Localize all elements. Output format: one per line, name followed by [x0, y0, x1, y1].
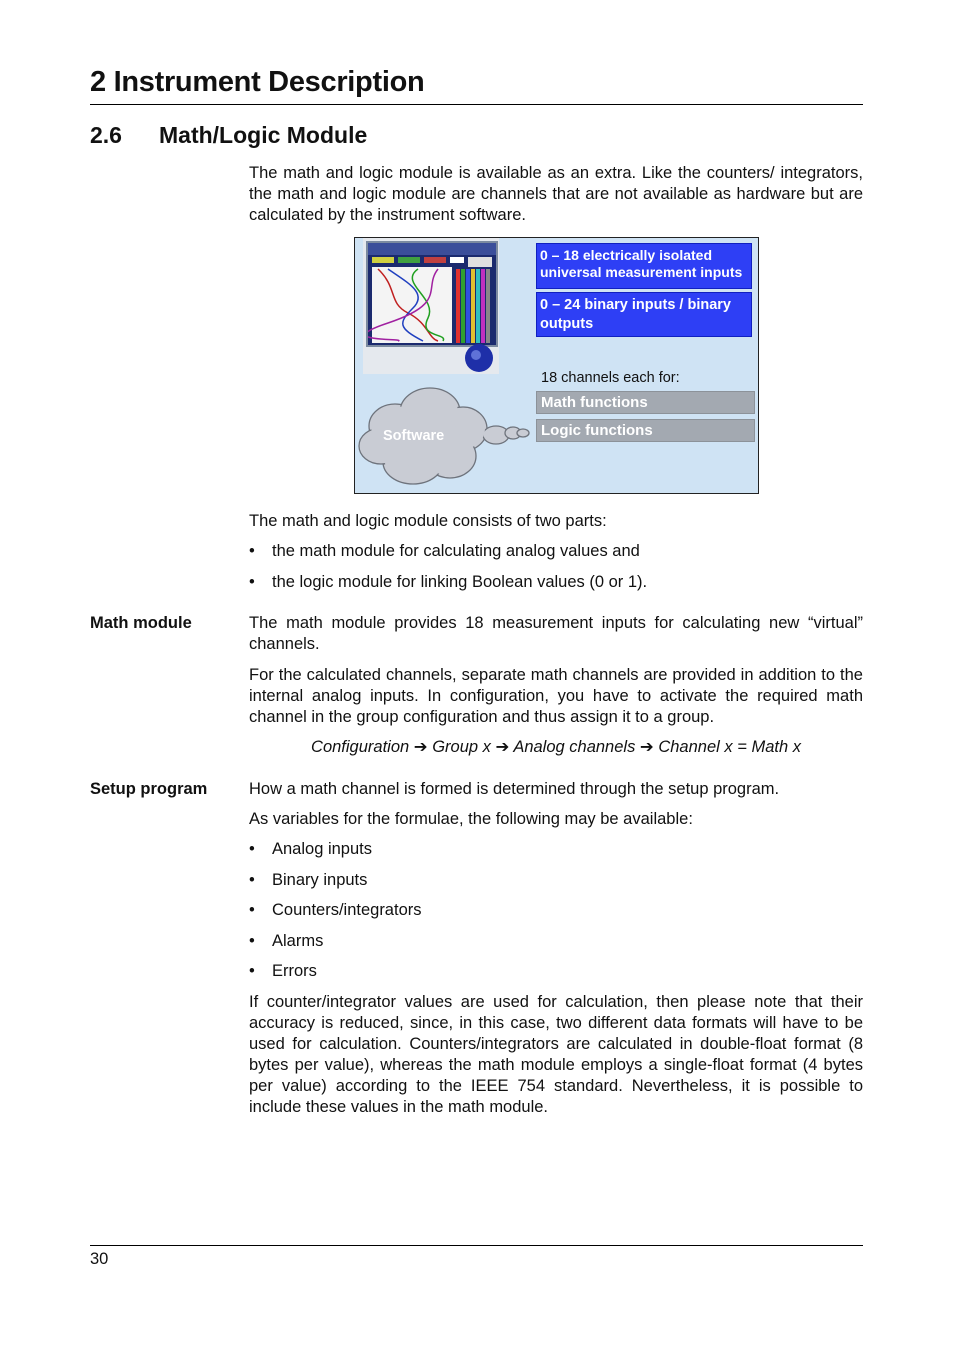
control-knob-icon — [459, 340, 497, 374]
module-figure — [354, 237, 759, 494]
list-item: • the logic module for linking Boolean values (0 or 1). — [249, 573, 648, 591]
math-functions-box: Math functions — [536, 391, 755, 414]
configuration-path: Configuration ➔ Group x ➔ Analog channels ➔ Channel x = Math x — [311, 738, 801, 756]
intro-paragraph: The math and logic module is available as an extra. Like the counters/ integrators, the math and logic module are channels that are not available as hardware but are calculated by the instrument software. — [249, 164, 863, 224]
footer-rule — [90, 1245, 863, 1246]
setup-program-paragraph-1: How a math channel is formed is determined through the setup program. — [249, 780, 780, 798]
setup-program-paragraph-2: As variables for the formulae, the following may be available: — [249, 810, 693, 828]
parts-intro: The math and logic module consists of two parts: — [249, 512, 607, 530]
math-module-paragraph-2: For the calculated channels, separate math channels are provided in addition to the internal analog inputs. In configuration, you have to activate the required math channel in the group configuration and thus assign it to a group. — [249, 666, 863, 726]
header-rule — [90, 104, 863, 105]
device-screen — [366, 241, 498, 347]
list-item: • the math module for calculating analog values and — [249, 542, 640, 560]
list-item: • Analog inputs — [249, 840, 372, 858]
list-item: • Alarms — [249, 932, 324, 950]
setup-program-paragraph-3: If counter/integrator values are used for calculation, then please note that their accuracy is reduced, since, in this case, two different data formats will have to be used for calculation. Counters/integrators are calculated in double-float format (8 bytes per value), whereas the math module employs a single-float format (4 bytes per value) according to the IEEE 754 standard. Nevertheless, it is possible to include these values in the math module. — [249, 993, 863, 1116]
logic-functions-box: Logic functions — [536, 419, 755, 442]
list-item: • Counters/integrators — [249, 901, 422, 919]
software-cloud-icon — [355, 384, 535, 490]
channels-label: 18 channels each for: — [541, 370, 680, 386]
list-item: • Binary inputs — [249, 871, 368, 889]
binary-io-box: 0 – 24 binary inputs / binary outputs — [536, 292, 752, 337]
list-item: • Errors — [249, 962, 317, 980]
math-module-paragraph-1: The math module provides 18 measurement inputs for calculating new “virtual” channels. — [249, 614, 863, 653]
page-number: 30 — [90, 1250, 109, 1268]
section-number: 2.6 — [90, 122, 122, 148]
setup-program-label: Setup program — [90, 780, 208, 798]
device-screen-graphic — [368, 243, 496, 345]
isolated-inputs-box: 0 – 18 electrically isolated universal measurement inputs — [536, 243, 752, 289]
recorder-device-image — [363, 238, 499, 374]
chapter-title: 2 Instrument Description — [90, 66, 425, 98]
math-module-label: Math module — [90, 614, 192, 632]
software-label: Software — [383, 428, 445, 444]
section-title: Math/Logic Module — [159, 122, 368, 148]
